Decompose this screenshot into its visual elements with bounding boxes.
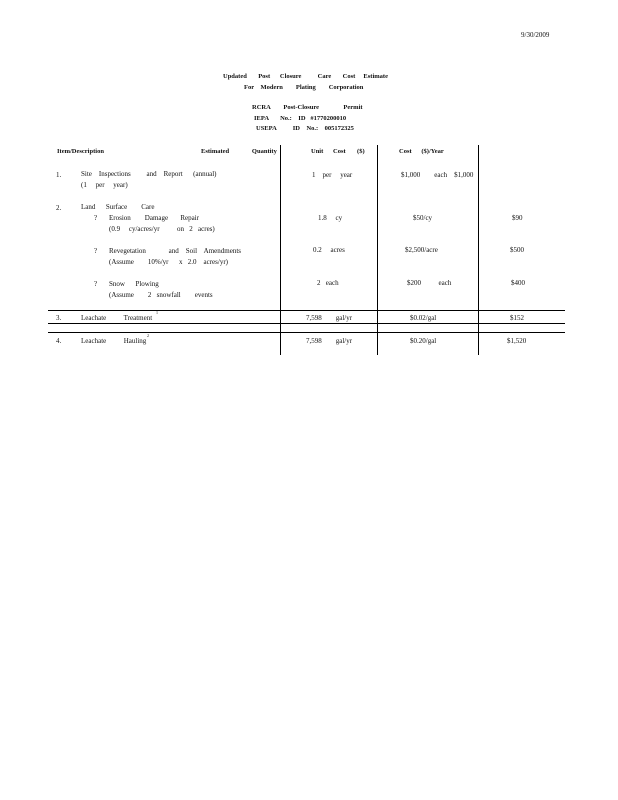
row-2b-quantity: 0.2 acres — [313, 246, 345, 254]
row-2c-bullet: ? — [94, 280, 98, 288]
row-4-number: 4. — [56, 337, 62, 345]
row-1-quantity: 1 per year — [312, 171, 353, 179]
title-line-2: For Modern Plating Corporation — [244, 84, 364, 91]
row-3-footnote-marker: 1 — [156, 310, 158, 315]
row-2c-unit-cost: $200 each — [407, 279, 452, 287]
row-3-cost: $152 — [510, 314, 524, 322]
row-1-description-detail: (1 per year) — [81, 181, 128, 189]
header-cost-per-year: Cost ($)/Year — [399, 148, 444, 155]
row-2b-unit-cost: $2,500/acre — [405, 246, 438, 254]
row-2a-bullet: ? — [94, 214, 98, 222]
row-2a-description: Erosion Damage Repair — [109, 214, 200, 222]
row-3-bottom-rule — [48, 323, 565, 324]
row-2c-quantity: 2 each — [317, 279, 339, 287]
row-1-number: 1. — [56, 171, 62, 179]
row-3-description: Leachate Treatment — [81, 314, 153, 322]
row-3-quantity: 7,598 gal/yr — [306, 314, 353, 322]
document-date: 9/30/2009 — [521, 31, 550, 39]
row-2-description: Land Surface Care — [81, 203, 155, 211]
header-estimated-quantity: Estimated Quantity — [201, 148, 277, 155]
row-3-unit-cost: $0.02/gal — [410, 314, 437, 322]
row-4-quantity: 7,598 gal/yr — [306, 337, 353, 345]
row-4-footnote-marker: 2 — [147, 333, 149, 338]
title-line-3: RCRA Post-Closure Permit — [252, 104, 363, 111]
title-line-4: IEPA No.: ID #1770200010 — [254, 115, 347, 122]
row-1-unit-cost: $1,000 each $1,000 — [401, 171, 474, 179]
header-unit-cost: Unit Cost ($) — [311, 148, 365, 155]
row-2a-unit-cost: $50/cy — [413, 214, 433, 222]
row-2b-bullet: ? — [94, 247, 98, 255]
row-2b-cost: $500 — [510, 246, 524, 254]
row-2-number: 2. — [56, 204, 62, 212]
title-line-5: USEPA ID No.: 005172325 — [256, 125, 354, 132]
title-line-1: Updated Post Closure Care Cost Estimate — [223, 73, 388, 80]
row-2a-description-detail: (0.9 cy/acres/yr on 2 acres) — [109, 225, 215, 233]
row-4-top-rule — [48, 332, 565, 333]
row-2c-description-detail: (Assume 2 snowfall events — [109, 291, 213, 299]
header-item-description: Item/Description — [57, 148, 104, 155]
row-4-cost: $1,520 — [507, 337, 527, 345]
row-2b-description: Revegetation and Soil Amendments — [109, 247, 242, 255]
row-1-description: Site Inspections and Report (annual) — [81, 170, 217, 178]
row-4-unit-cost: $0.20/gal — [410, 337, 437, 345]
row-2c-cost: $400 — [511, 279, 525, 287]
row-2a-quantity: 1.8 cy — [318, 214, 343, 222]
row-3-top-rule — [48, 310, 565, 311]
row-2c-description: Snow Plowing — [109, 280, 159, 288]
row-3-number: 3. — [56, 314, 62, 322]
row-2a-cost: $90 — [512, 214, 523, 222]
row-2b-description-detail: (Assume 10%/yr x 2.0 acres/yr) — [109, 258, 228, 266]
row-4-description: Leachate Hauling — [81, 337, 147, 345]
